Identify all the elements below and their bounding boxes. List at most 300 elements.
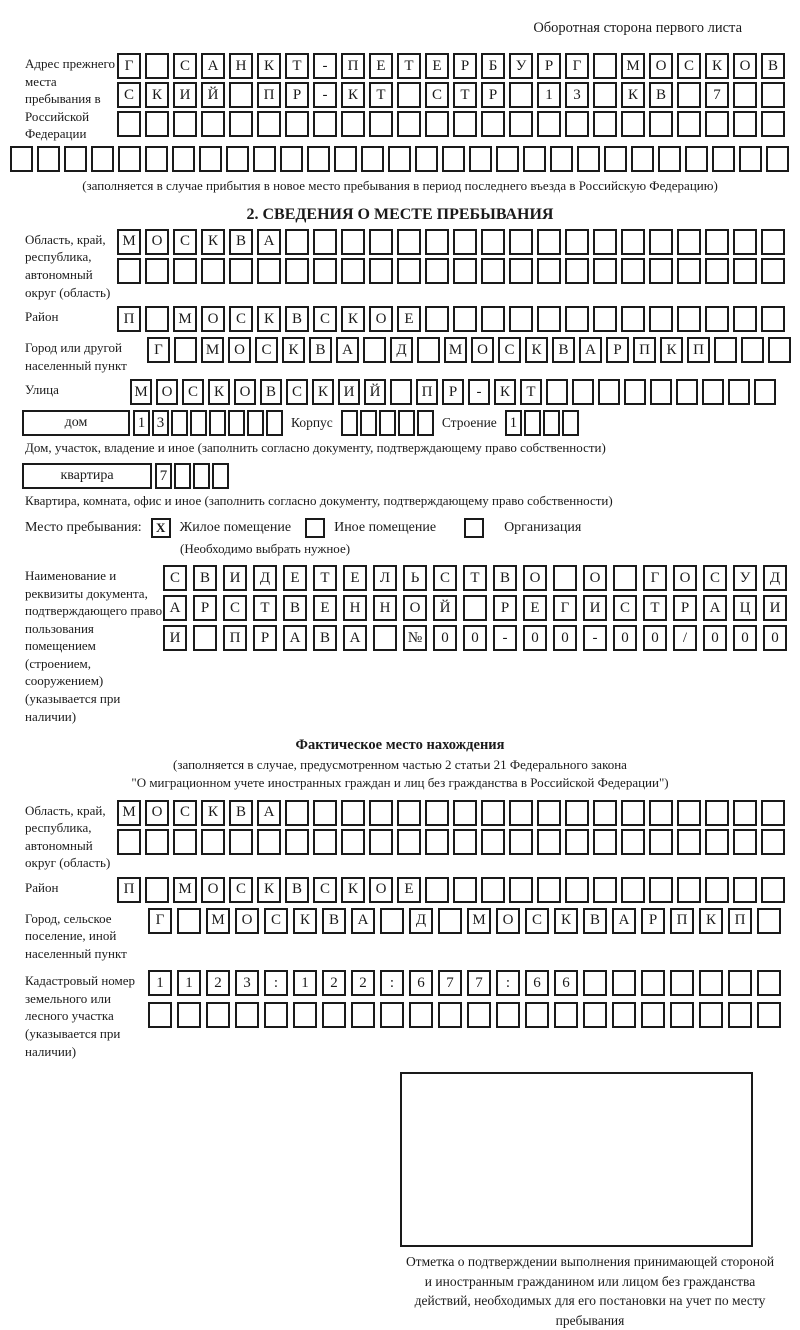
char-cell: 3 — [565, 82, 589, 108]
stay-option-org: Организация — [504, 520, 582, 536]
char-cell — [425, 229, 449, 255]
char-cell: 6 — [409, 970, 433, 996]
char-cell: И — [163, 625, 187, 651]
char-cell — [481, 877, 505, 903]
char-cell — [649, 111, 673, 137]
char-cell — [649, 306, 673, 332]
char-cell: Д — [253, 565, 277, 591]
actual-district-row-group — [25, 877, 800, 903]
stay-option-inoe: Иное помещение — [334, 520, 437, 536]
char-cell: В — [583, 908, 607, 934]
cadastral-row-1 — [148, 970, 781, 996]
char-cell: Ц — [733, 595, 757, 621]
char-cell — [621, 111, 645, 137]
char-cell: Р — [453, 53, 477, 79]
checkbox-org — [464, 518, 484, 538]
char-cell — [397, 82, 421, 108]
char-cell — [226, 146, 249, 172]
char-cell: М — [173, 306, 197, 332]
char-cell: Е — [369, 53, 393, 79]
char-cell — [572, 379, 594, 405]
char-cell — [537, 229, 561, 255]
char-cell — [425, 829, 449, 855]
char-cell — [257, 111, 281, 137]
char-cell: Р — [481, 82, 505, 108]
char-cell — [201, 111, 225, 137]
char-cell: 1 — [133, 410, 150, 436]
char-cell — [537, 111, 561, 137]
char-cell — [117, 111, 141, 137]
char-cell: 0 — [763, 625, 787, 651]
char-cell — [285, 229, 309, 255]
char-cell — [341, 410, 358, 436]
char-cell: В — [283, 595, 307, 621]
char-cell: Л — [373, 565, 397, 591]
char-cell: С — [677, 53, 701, 79]
char-cell — [509, 229, 533, 255]
char-cell — [463, 595, 487, 621]
apartment-cells — [155, 463, 229, 489]
char-cell: С — [173, 800, 197, 826]
char-cell — [677, 111, 701, 137]
char-cell — [438, 1002, 462, 1028]
char-cell: К — [699, 908, 723, 934]
char-cell — [253, 146, 276, 172]
char-cell: К — [705, 53, 729, 79]
char-cell — [425, 800, 449, 826]
char-cell: С — [703, 565, 727, 591]
char-cell — [761, 258, 785, 284]
char-cell: М — [173, 877, 197, 903]
actual-region-row-group — [25, 800, 800, 872]
prev-address-row-1 — [117, 53, 785, 79]
char-cell — [369, 111, 393, 137]
char-cell — [481, 258, 505, 284]
char-cell — [562, 410, 579, 436]
stamp-box — [400, 1072, 753, 1247]
char-cell — [621, 877, 645, 903]
char-cell — [705, 229, 729, 255]
char-cell — [369, 800, 393, 826]
char-cell: Р — [537, 53, 561, 79]
char-cell — [537, 829, 561, 855]
char-cell: К — [554, 908, 578, 934]
char-cell — [754, 379, 776, 405]
char-cell — [593, 258, 617, 284]
char-cell — [593, 111, 617, 137]
char-cell — [621, 306, 645, 332]
char-cell: 6 — [525, 970, 549, 996]
char-cell — [415, 146, 438, 172]
char-cell: Т — [397, 53, 421, 79]
char-cell: 0 — [463, 625, 487, 651]
char-cell — [369, 258, 393, 284]
char-cell — [190, 410, 207, 436]
char-cell: К — [494, 379, 516, 405]
char-cell — [173, 829, 197, 855]
char-cell: - — [493, 625, 517, 651]
char-cell — [537, 306, 561, 332]
char-cell — [172, 146, 195, 172]
char-cell: Н — [229, 53, 253, 79]
char-cell — [417, 337, 440, 363]
char-cell: Г — [643, 565, 667, 591]
char-cell: Н — [373, 595, 397, 621]
actual-location-title: Фактическое место нахождения — [295, 737, 505, 754]
char-cell — [313, 258, 337, 284]
char-cell — [229, 111, 253, 137]
char-cell — [650, 379, 672, 405]
stroenie-cells — [505, 410, 579, 436]
char-cell — [171, 410, 188, 436]
char-cell: М — [467, 908, 491, 934]
char-cell: 7 — [438, 970, 462, 996]
char-cell — [313, 111, 337, 137]
char-cell — [425, 877, 449, 903]
char-cell — [145, 146, 168, 172]
char-cell — [199, 146, 222, 172]
char-cell — [145, 258, 169, 284]
char-cell — [264, 1002, 288, 1028]
char-cell — [496, 1002, 520, 1028]
char-cell — [91, 146, 114, 172]
char-cell — [235, 1002, 259, 1028]
char-cell — [649, 800, 673, 826]
char-cell — [554, 1002, 578, 1028]
char-cell — [543, 410, 560, 436]
char-cell — [453, 829, 477, 855]
char-cell: А — [283, 625, 307, 651]
char-cell — [453, 258, 477, 284]
house-note: Дом, участок, владение и иное (заполнить согласно документу, подтверждающему право собственности) — [25, 440, 606, 456]
char-cell: Е — [397, 306, 421, 332]
char-cell: В — [285, 306, 309, 332]
char-cell: Е — [313, 595, 337, 621]
char-cell — [766, 146, 789, 172]
char-cell — [341, 111, 365, 137]
char-cell — [481, 306, 505, 332]
char-cell: Е — [283, 565, 307, 591]
char-cell: В — [285, 877, 309, 903]
char-cell — [604, 146, 627, 172]
char-cell — [577, 146, 600, 172]
house-cells — [133, 410, 283, 436]
char-cell: С — [433, 565, 457, 591]
char-cell: 0 — [733, 625, 757, 651]
char-cell — [341, 800, 365, 826]
char-cell: 1 — [537, 82, 561, 108]
char-cell: Е — [523, 595, 547, 621]
char-cell — [677, 82, 701, 108]
street-row — [130, 379, 776, 405]
char-cell: 0 — [523, 625, 547, 651]
char-cell: С — [173, 53, 197, 79]
char-cell — [341, 229, 365, 255]
char-cell: 1 — [148, 970, 172, 996]
char-cell — [685, 146, 708, 172]
korpus-cells — [341, 410, 434, 436]
char-cell: 2 — [322, 970, 346, 996]
char-cell: О — [234, 379, 256, 405]
char-cell: А — [612, 908, 636, 934]
char-cell: : — [380, 970, 404, 996]
char-cell: Й — [201, 82, 225, 108]
char-cell — [728, 379, 750, 405]
char-cell — [257, 258, 281, 284]
char-cell: 3 — [152, 410, 169, 436]
char-cell — [285, 800, 309, 826]
char-cell — [641, 1002, 665, 1028]
char-cell — [453, 800, 477, 826]
char-cell: Р — [193, 595, 217, 621]
char-cell — [425, 306, 449, 332]
char-cell: В — [322, 908, 346, 934]
char-cell — [509, 800, 533, 826]
char-cell: К — [145, 82, 169, 108]
char-cell — [593, 829, 617, 855]
char-cell: 0 — [433, 625, 457, 651]
char-cell — [624, 379, 646, 405]
char-cell — [612, 970, 636, 996]
char-cell — [209, 410, 226, 436]
char-cell — [173, 111, 197, 137]
char-cell: П — [341, 53, 365, 79]
char-cell: Р — [442, 379, 464, 405]
char-cell — [145, 306, 169, 332]
char-cell — [550, 146, 573, 172]
char-cell: О — [403, 595, 427, 621]
char-cell: О — [156, 379, 178, 405]
char-cell — [509, 82, 533, 108]
street-label: Улица — [25, 382, 59, 398]
char-cell — [509, 306, 533, 332]
char-cell — [658, 146, 681, 172]
char-cell — [705, 877, 729, 903]
char-cell — [705, 111, 729, 137]
char-cell: В — [649, 82, 673, 108]
char-cell: О — [369, 306, 393, 332]
char-cell: У — [733, 565, 757, 591]
char-cell — [173, 258, 197, 284]
char-cell: 0 — [613, 625, 637, 651]
char-cell — [425, 258, 449, 284]
char-cell — [481, 800, 505, 826]
char-cell — [733, 829, 757, 855]
char-cell: № — [403, 625, 427, 651]
char-cell — [757, 908, 781, 934]
char-cell: О — [201, 306, 225, 332]
actual-district-row — [117, 877, 785, 903]
actual-city-row — [148, 908, 781, 934]
char-cell: К — [257, 306, 281, 332]
char-cell — [193, 625, 217, 651]
char-cell: К — [257, 877, 281, 903]
char-cell: С — [425, 82, 449, 108]
char-cell — [537, 258, 561, 284]
char-cell: К — [282, 337, 305, 363]
char-cell: Г — [148, 908, 172, 934]
char-cell: Ь — [403, 565, 427, 591]
char-cell: 2 — [351, 970, 375, 996]
char-cell — [145, 829, 169, 855]
char-cell — [565, 229, 589, 255]
char-cell: А — [336, 337, 359, 363]
char-cell: К — [341, 82, 365, 108]
char-cell: И — [173, 82, 197, 108]
char-cell — [593, 306, 617, 332]
checkbox-zhiloe: X — [151, 518, 171, 538]
char-cell: Р — [493, 595, 517, 621]
street-row-group — [25, 379, 800, 405]
char-cell — [229, 829, 253, 855]
actual-region-label: Область, край, республика, автономный округ (область) — [25, 802, 111, 871]
char-cell: Т — [369, 82, 393, 108]
char-cell: П — [728, 908, 752, 934]
char-cell — [757, 1002, 781, 1028]
apartment-box: квартира — [22, 463, 152, 489]
char-cell — [612, 1002, 636, 1028]
char-cell: К — [257, 53, 281, 79]
char-cell: В — [313, 625, 337, 651]
char-cell — [266, 410, 283, 436]
char-cell — [341, 258, 365, 284]
char-cell — [145, 53, 169, 79]
char-cell: С — [255, 337, 278, 363]
char-cell — [733, 877, 757, 903]
char-cell — [741, 337, 764, 363]
char-cell — [712, 146, 735, 172]
char-cell — [525, 1002, 549, 1028]
char-cell: Г — [553, 595, 577, 621]
char-cell — [677, 877, 701, 903]
char-cell: 3 — [235, 970, 259, 996]
region-row-group — [25, 229, 800, 301]
char-cell: Т — [313, 565, 337, 591]
char-cell: В — [761, 53, 785, 79]
char-cell: О — [201, 877, 225, 903]
char-cell — [631, 146, 654, 172]
document-row-group — [25, 565, 800, 725]
actual-city-label: Город, сельское поселение, иной населенный пункт — [25, 910, 127, 961]
char-cell — [677, 306, 701, 332]
char-cell: К — [312, 379, 334, 405]
document-row-2 — [163, 595, 787, 621]
stroenie-label: Строение — [441, 415, 497, 431]
char-cell: Е — [425, 53, 449, 79]
char-cell — [117, 258, 141, 284]
char-cell — [409, 1002, 433, 1028]
char-cell — [761, 877, 785, 903]
char-cell: В — [552, 337, 575, 363]
char-cell — [670, 970, 694, 996]
char-cell: Г — [117, 53, 141, 79]
char-cell — [728, 1002, 752, 1028]
char-cell: У — [509, 53, 533, 79]
char-cell — [677, 800, 701, 826]
char-cell — [341, 829, 365, 855]
char-cell: С — [313, 877, 337, 903]
char-cell: О — [649, 53, 673, 79]
char-cell: М — [117, 800, 141, 826]
char-cell: С — [223, 595, 247, 621]
char-cell — [583, 970, 607, 996]
char-cell — [761, 306, 785, 332]
char-cell — [761, 800, 785, 826]
char-cell: С — [163, 565, 187, 591]
char-cell — [380, 1002, 404, 1028]
char-cell: - — [583, 625, 607, 651]
char-cell — [537, 800, 561, 826]
char-cell — [676, 379, 698, 405]
char-cell — [174, 463, 191, 489]
char-cell — [351, 1002, 375, 1028]
char-cell: М — [130, 379, 152, 405]
char-cell: К — [660, 337, 683, 363]
char-cell: С — [313, 306, 337, 332]
char-cell — [360, 410, 377, 436]
char-cell: А — [579, 337, 602, 363]
char-cell: П — [223, 625, 247, 651]
char-cell — [193, 463, 210, 489]
char-cell — [757, 970, 781, 996]
char-cell — [118, 146, 141, 172]
cadastral-row-2 — [148, 1002, 781, 1028]
char-cell: 0 — [643, 625, 667, 651]
actual-district-label: Район — [25, 879, 59, 895]
char-cell — [583, 1002, 607, 1028]
char-cell: М — [621, 53, 645, 79]
char-cell — [380, 908, 404, 934]
char-cell — [228, 410, 245, 436]
char-cell: Р — [285, 82, 309, 108]
char-cell — [613, 565, 637, 591]
char-cell: П — [687, 337, 710, 363]
region-row-empty — [117, 258, 785, 284]
char-cell: О — [235, 908, 259, 934]
char-cell — [379, 410, 396, 436]
char-cell — [201, 829, 225, 855]
char-cell — [598, 379, 620, 405]
char-cell: 6 — [554, 970, 578, 996]
char-cell: О — [583, 565, 607, 591]
char-cell — [565, 800, 589, 826]
city-row — [147, 337, 791, 363]
char-cell — [739, 146, 762, 172]
char-cell: 7 — [705, 82, 729, 108]
char-cell — [509, 877, 533, 903]
char-cell — [733, 82, 757, 108]
char-cell — [733, 258, 757, 284]
char-cell: С — [264, 908, 288, 934]
char-cell: Й — [433, 595, 457, 621]
char-cell: О — [496, 908, 520, 934]
char-cell: Н — [343, 595, 367, 621]
char-cell: А — [163, 595, 187, 621]
prev-address-extra-row — [10, 146, 800, 172]
char-cell — [670, 1002, 694, 1028]
city-label: Город или другой населенный пункт — [25, 340, 127, 373]
char-cell — [728, 970, 752, 996]
char-cell — [37, 146, 60, 172]
char-cell: - — [313, 82, 337, 108]
char-cell — [649, 229, 673, 255]
char-cell: Б — [481, 53, 505, 79]
char-cell: 0 — [703, 625, 727, 651]
char-cell: Е — [397, 877, 421, 903]
char-cell: А — [703, 595, 727, 621]
char-cell: / — [673, 625, 697, 651]
char-cell — [593, 53, 617, 79]
